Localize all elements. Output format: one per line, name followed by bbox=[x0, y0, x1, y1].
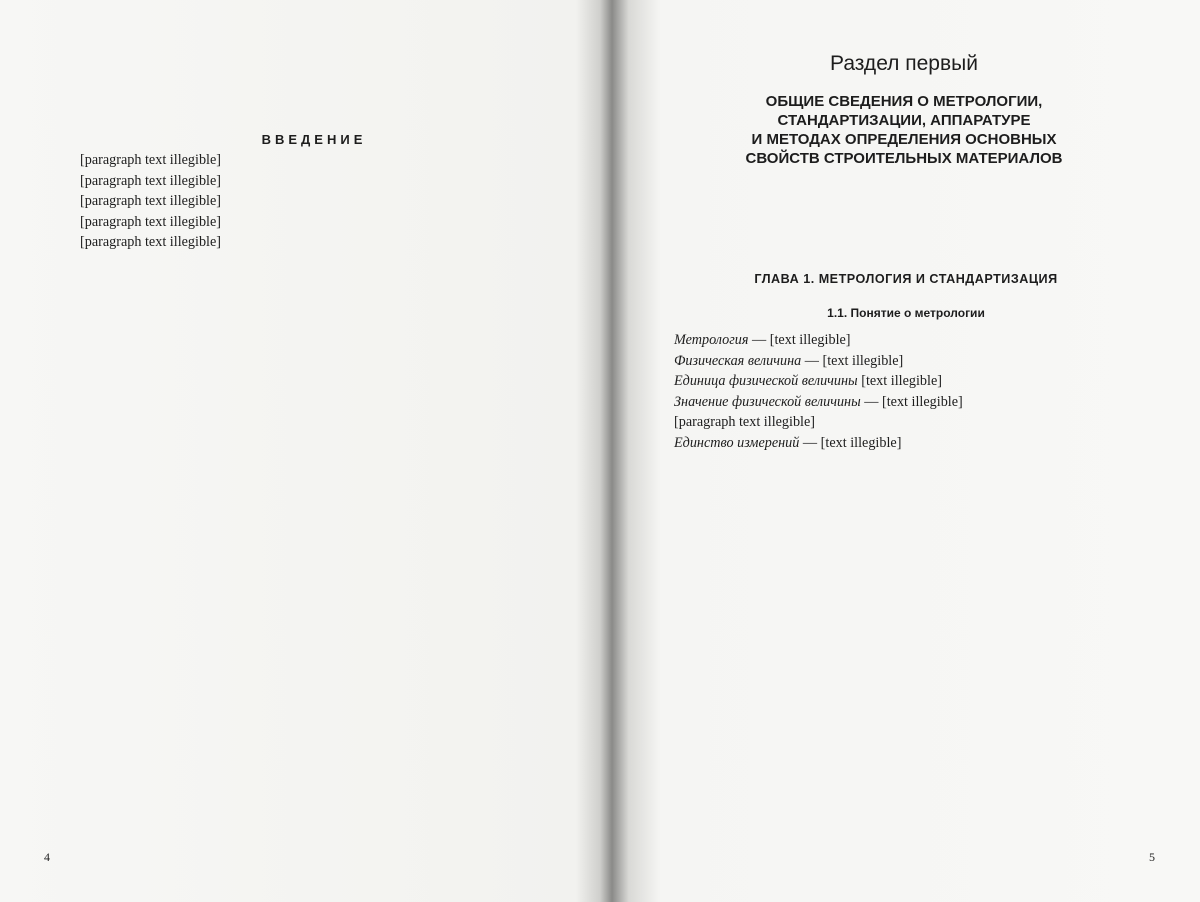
paragraph: [paragraph text illegible] bbox=[80, 193, 222, 209]
page-number: 5 bbox=[1149, 850, 1155, 864]
right-page bbox=[624, 0, 1200, 902]
chapter-title: ГЛАВА 1. МЕТРОЛОГИЯ И СТАНДАРТИЗАЦИЯ bbox=[754, 272, 1058, 286]
page-number: 4 bbox=[44, 850, 50, 864]
paragraph: [paragraph text illegible] bbox=[80, 172, 222, 189]
section-title: Раздел первый bbox=[830, 52, 978, 75]
paragraph bbox=[652, 412, 1168, 433]
paragraph bbox=[652, 351, 1168, 372]
definition: — [text illegible] bbox=[860, 393, 963, 410]
term: Единица физической величины bbox=[674, 373, 858, 389]
paragraph: [paragraph text illegible] bbox=[80, 213, 222, 230]
term: Значение физической величины bbox=[674, 393, 861, 410]
left-text-column bbox=[58, 150, 556, 253]
paragraph bbox=[652, 371, 1168, 392]
right-text-column bbox=[652, 330, 1168, 453]
definition: [paragraph text illegible] bbox=[674, 414, 816, 430]
left-page bbox=[0, 0, 590, 902]
term: Метрология bbox=[674, 332, 749, 348]
paragraph bbox=[652, 433, 1168, 454]
definition: — [text illegible] bbox=[748, 332, 851, 348]
section-subtitle: ОБЩИЕ СВЕДЕНИЯ О МЕТРОЛОГИИ, СТАНДАРТИЗАЦИИ, АППАРАТУРЕ И МЕТОДАХ ОПРЕДЕЛЕНИЯ ОСНОВНЫХ СВОЙСТВ СТРОИТЕЛЬНЫХ МАТЕРИАЛОВ bbox=[745, 93, 1063, 167]
paragraph: [paragraph text illegible] bbox=[80, 152, 222, 168]
definition: — [text illegible] bbox=[801, 352, 904, 369]
subsection-title: 1.1. Понятие о метрологии bbox=[827, 306, 985, 320]
introduction-heading: ВВЕДЕНИЕ bbox=[261, 132, 367, 147]
definition: — [text illegible] bbox=[799, 434, 902, 451]
term: Физическая величина bbox=[674, 352, 802, 369]
definition: [text illegible] bbox=[857, 373, 942, 389]
term: Единство измерений bbox=[674, 434, 800, 451]
paragraph bbox=[652, 392, 1168, 413]
paragraph: [paragraph text illegible] bbox=[80, 234, 222, 250]
paragraph bbox=[652, 330, 1168, 351]
